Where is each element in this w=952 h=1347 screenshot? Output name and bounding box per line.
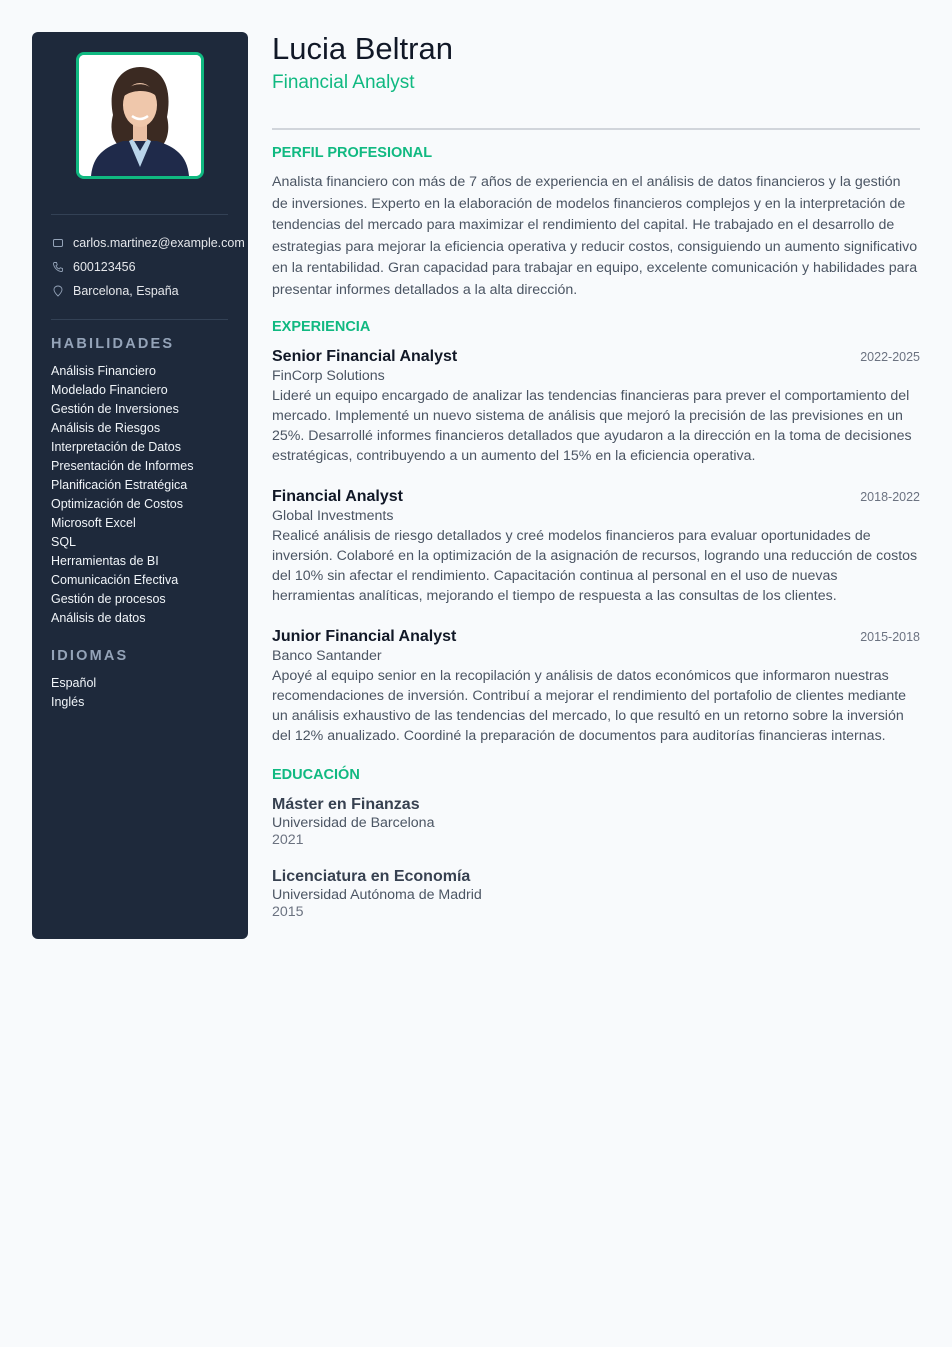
skill-item: Análisis de datos: [51, 611, 146, 625]
contact-phone[interactable]: [51, 255, 245, 279]
skill-item: Modelado Financiero: [51, 383, 168, 397]
skill-item: Planificación Estratégica: [51, 478, 188, 492]
phone-text: 600123456: [73, 260, 136, 274]
skills-heading: HABILIDADES: [51, 336, 175, 352]
job-description: Realicé análisis de riesgo detallados y creé modelos financieros para evaluar oportunidades de inversión. Colaboré en la optimización de la asignación de recursos, logrando una reducción de costos del 10% sin afectar el rendimiento. Capacitación continua al personal en el uso de nuevas herramientas analíticas, mejorando el tiempo de respuesta a las consultas de los clientes.: [272, 528, 918, 604]
skill-item: Comunicación Efectiva: [51, 573, 179, 587]
skill-item: Optimización de Costos: [51, 497, 184, 511]
job-dates: 2015-2018: [860, 630, 920, 644]
skills-list: [51, 362, 193, 628]
edu-year: 2021: [272, 832, 304, 848]
summary-text: Analista financiero con más de 7 años de experiencia en el análisis de datos financieros y la gestión de inversiones. Experto en la elaboración de modelos financieros complejos y en la interpretación de tendencias del mercado para maximizar el rendimiento del capital. He trabajado en el desarrollo de estrategias para mejorar la eficiencia operativa y reducir costos, consiguiendo un aumento significativo en la rentabilidad. Gran capacidad para trabajar en equipo, excelente comunicación y habilidades para presentar informes detallados a la alta dirección.: [272, 174, 918, 298]
education-heading: EDUCACIÓN: [272, 767, 360, 783]
language-item: Inglés: [51, 695, 85, 709]
email-text: carlos.martinez@example.com: [73, 236, 245, 250]
phone-icon: [51, 260, 65, 274]
sidebar-divider: [51, 214, 228, 215]
skill-item: Presentación de Informes: [51, 459, 194, 473]
portrait-image: [79, 55, 201, 176]
mail-icon: [51, 236, 65, 250]
job-title: Financial Analyst: [272, 488, 403, 505]
job-entry: [272, 627, 920, 746]
skill-item: Análisis de Riesgos: [51, 421, 161, 435]
job-title: Junior Financial Analyst: [272, 628, 457, 645]
contact-list: [51, 231, 245, 303]
job-dates: 2022-2025: [860, 350, 920, 364]
job-entry: [272, 487, 920, 606]
profile-photo: [76, 52, 204, 179]
main-content: [272, 30, 920, 920]
skill-item: Gestión de procesos: [51, 592, 166, 606]
location-pin-icon: [51, 284, 65, 298]
job-description: Lideré un equipo encargado de analizar las tendencias financieras para prever el comportamiento del mercado. Implementé un nuevo sistema de análisis que mejoró la precisión de las previsiones en un 25%. Desarrollé informes financieros detallados que ayudaron a la dirección en la toma de decisiones estratégicas, contribuyendo a un aumento del 15% en la eficiencia operativa.: [272, 388, 912, 464]
language-item: Español: [51, 676, 97, 690]
edu-degree: Máster en Finanzas: [272, 796, 420, 813]
job-entry: [272, 347, 920, 466]
job-title: Senior Financial Analyst: [272, 348, 458, 365]
education-entry: [272, 867, 482, 920]
candidate-name: Lucia Beltran: [272, 31, 453, 66]
skill-item: Gestión de Inversiones: [51, 402, 179, 416]
skill-item: Interpretación de Datos: [51, 440, 181, 454]
languages-heading: IDIOMAS: [51, 648, 129, 664]
edu-school: Universidad Autónoma de Madrid: [272, 887, 482, 903]
languages-list: [51, 674, 96, 712]
location-text: Barcelona, España: [73, 284, 179, 298]
skill-item: Microsoft Excel: [51, 516, 136, 530]
edu-degree: Licenciatura en Economía: [272, 868, 471, 885]
skill-item: Análisis Financiero: [51, 364, 156, 378]
sidebar-divider: [51, 319, 228, 320]
header-divider: [272, 128, 920, 130]
skill-item: SQL: [51, 535, 77, 549]
contact-location: [51, 279, 245, 303]
sidebar: [32, 32, 248, 939]
contact-email[interactable]: [51, 231, 245, 255]
job-description: Apoyé al equipo senior en la recopilación y análisis de datos económicos que informaron nuestras recomendaciones de inversión. Contribuí a mejorar el rendimiento del portafolio de clientes mediante un análisis exhaustivo de las tendencias del mercado, lo que resultó en un retorno sobre la inversión del 12% anualizado. Coordiné la preparación de documentos para auditorías financieras internas.: [272, 668, 907, 744]
job-dates: 2018-2022: [860, 490, 920, 504]
edu-year: 2015: [272, 904, 304, 920]
summary-heading: PERFIL PROFESIONAL: [272, 145, 433, 161]
job-company: Global Investments: [272, 508, 394, 524]
job-company: Banco Santander: [272, 648, 382, 664]
education-entry: [272, 795, 434, 848]
job-company: FinCorp Solutions: [272, 368, 385, 384]
experience-heading: EXPERIENCIA: [272, 319, 371, 335]
edu-school: Universidad de Barcelona: [272, 815, 435, 831]
candidate-role: Financial Analyst: [272, 72, 415, 93]
skill-item: Herramientas de BI: [51, 554, 159, 568]
